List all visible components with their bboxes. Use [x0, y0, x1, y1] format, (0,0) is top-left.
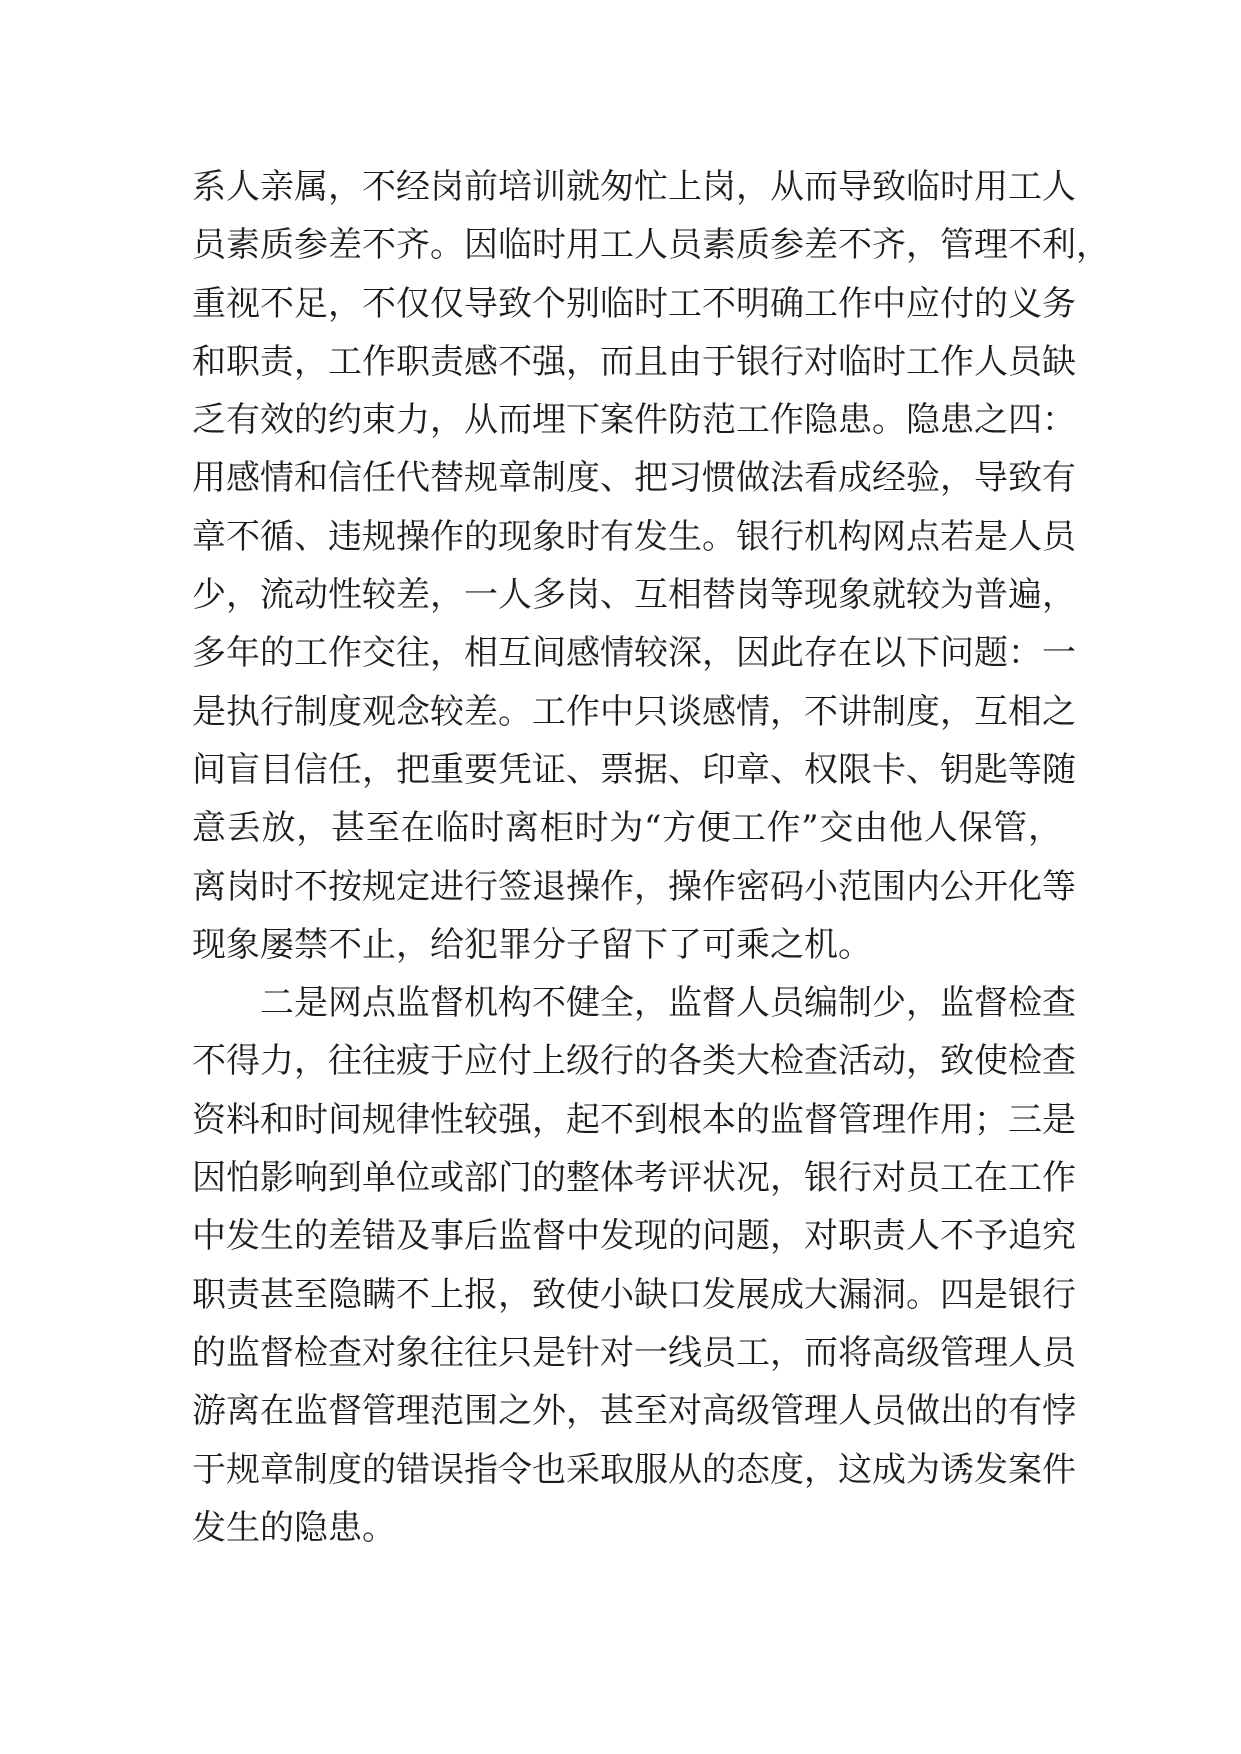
text-line: 离岗时不按规定进行签退操作，操作密码小范围内公开化等 — [192, 866, 1076, 907]
text-line: 资料和时间规律性较强，起不到根本的监督管理作用；三是 — [192, 1099, 1076, 1140]
text-line: 乏有效的约束力，从而埋下案件防范工作隐患。隐患之四： — [192, 400, 1076, 441]
text-line: 少，流动性较差，一人多岗、互相替岗等现象就较为普遍， — [192, 575, 1076, 616]
text-line: 的监督检查对象往往只是针对一线员工，而将高级管理人员 — [192, 1332, 1076, 1373]
text-line: 游离在监督管理范围之外，甚至对高级管理人员做出的有悖 — [192, 1391, 1076, 1432]
text-line: 多年的工作交往，相互间感情较深，因此存在以下问题：一 — [192, 633, 1076, 674]
text-line: 于规章制度的错误指令也采取服从的态度，这成为诱发案件 — [192, 1449, 1076, 1490]
text-line: 间盲目信任，把重要凭证、票据、印章、权限卡、钥匙等随 — [192, 749, 1076, 790]
text-line: 员素质参差不齐。因临时用工人员素质参差不齐，管理不利， — [192, 225, 1110, 266]
text-line: 不得力，往往疲于应付上级行的各类大检查活动，致使检查 — [192, 1041, 1076, 1082]
text-line: 章不循、违规操作的现象时有发生。银行机构网点若是人员 — [192, 516, 1076, 557]
text-line: 和职责，工作职责感不强，而且由于银行对临时工作人员缺 — [192, 341, 1076, 382]
text-line: 意丢放，甚至在临时离柜时为“方便工作”交由他人保管， — [192, 808, 1062, 849]
text-line: 二是网点监督机构不健全，监督人员编制少，监督检查 — [260, 983, 1076, 1024]
text-line: 用感情和信任代替规章制度、把习惯做法看成经验，导致有 — [192, 458, 1076, 499]
paragraph-2 — [192, 974, 1076, 1557]
text-line: 中发生的差错及事后监督中发现的问题，对职责人不予追究 — [192, 1216, 1076, 1257]
body-text — [192, 158, 1110, 1557]
text-line: 发生的隐患。 — [192, 1507, 396, 1548]
text-line: 因怕影响到单位或部门的整体考评状况，银行对员工在工作 — [192, 1158, 1076, 1199]
text-line: 现象屡禁不止，给犯罪分子留下了可乘之机。 — [192, 924, 872, 965]
paragraph-1 — [192, 158, 1110, 974]
text-line: 是执行制度观念较差。工作中只谈感情，不讲制度，互相之 — [192, 691, 1076, 732]
text-line: 职责甚至隐瞒不上报，致使小缺口发展成大漏洞。四是银行 — [192, 1274, 1076, 1315]
text-line: 重视不足，不仅仅导致个别临时工不明确工作中应付的义务 — [192, 283, 1076, 324]
text-line: 系人亲属，不经岗前培训就匆忙上岗，从而导致临时用工人 — [192, 167, 1076, 207]
